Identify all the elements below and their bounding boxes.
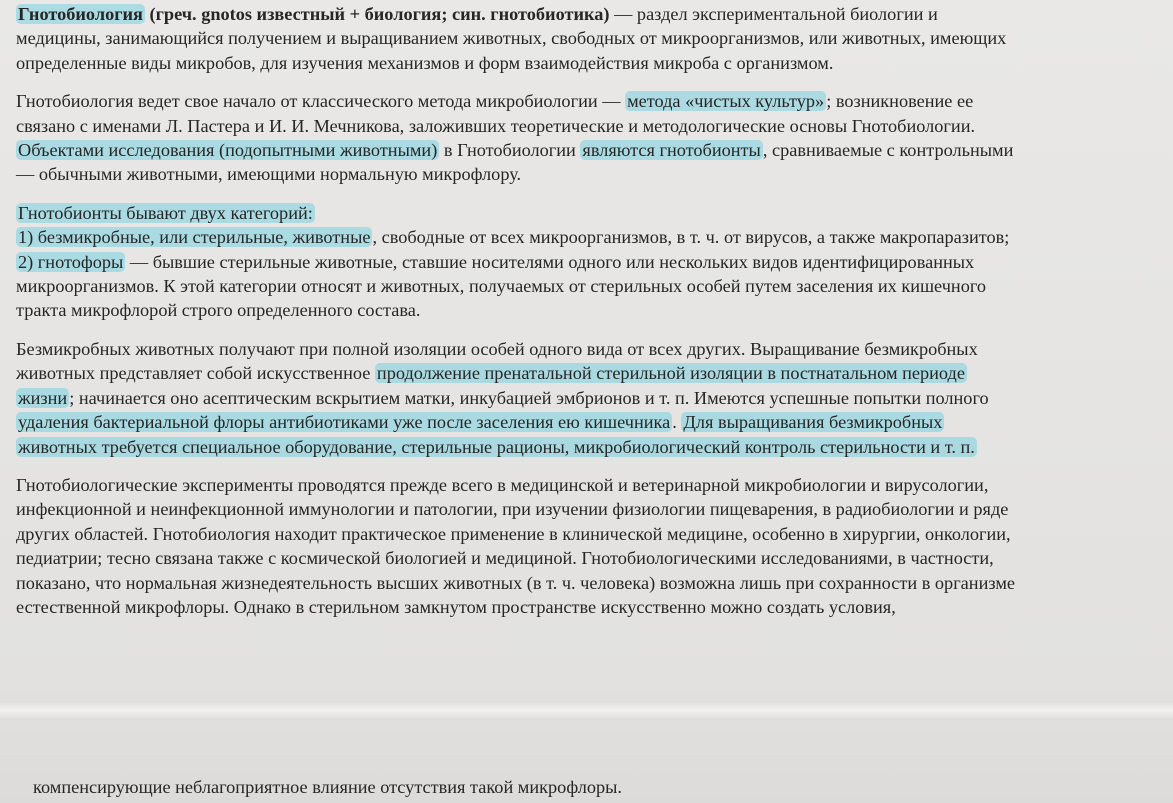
text-line	[16, 250, 1156, 274]
text-line: определенные виды микробов, для изучения механизмов и форм взаимодействия микроба с организмом.	[16, 52, 834, 73]
text-line: Безмикробных животных получают при полной изоляции особей одного вида от всех других. Выращивание безмикробных	[16, 338, 978, 359]
text-line: — обычными животными, имеющими нормальную микрофлору.	[16, 164, 522, 185]
text-line	[16, 89, 1156, 113]
text-line	[16, 386, 1156, 410]
text-fragment: животных представляет собой искусственное	[16, 363, 375, 384]
paragraph-history	[16, 89, 1156, 187]
text-fragment: — бывшие стерильные животные, ставшие носителями одного или нескольких видов идентифицированных	[125, 251, 975, 272]
text-line	[16, 201, 1156, 225]
highlight: метода «чистых культур»	[627, 91, 825, 112]
continued-text-line: компенсирующие неблагоприятное влияние отсутствия такой микрофлоры.	[33, 777, 622, 797]
paragraph-definition	[16, 2, 1156, 75]
paragraph-applications	[16, 473, 1156, 619]
text-fragment: Гнотобиология ведет свое начало от классического метода микробиологии —	[16, 91, 626, 112]
text-fragment: , сравниваемые с контрольными	[762, 140, 1014, 161]
paper-fold	[0, 702, 1173, 720]
highlight: жизни	[18, 387, 68, 408]
highlight: продолжение пренатальной стерильной изоляции в постнатальном периоде	[376, 363, 965, 384]
text-fragment: .	[672, 412, 682, 433]
text-line	[16, 225, 1156, 249]
text-line	[16, 410, 1156, 434]
term-highlight: Гнотобиология	[18, 4, 143, 24]
text-line: инфекционной и неинфекционной иммунологии и патологии, при изучении физиологии пищеварения, в радиобиологии и ряде	[16, 499, 1009, 520]
text-line: других областей. Гнотобиология находит практическое применение в клинической медицине, особенно в хирургии, онкологии,	[16, 523, 1011, 544]
text-line: связано с именами Л. Пастера и И. И. Мечникова, заложивших теоретические и методологические основы Гнотобиологии.	[16, 115, 976, 136]
text-fragment: ; возникновение ее	[826, 91, 974, 112]
text-line: микроорганизмов. К этой категории относят и животных, получаемых от стерильных особей путем заселения их кишечного	[16, 276, 987, 297]
text-line: медицины, занимающийся получением и выращиванием животных, свободных от микроорганизмов, или животных, имеющих	[16, 28, 1007, 49]
highlight: Гнотобионты бывают двух категорий:	[18, 202, 313, 223]
highlight: являются гнотобионты	[582, 140, 761, 161]
highlight: животных требуется специальное оборудование, стерильные рационы, микробиологический контроль стерильности и т. п.	[18, 436, 975, 457]
text-fragment: , свободные от всех микроорганизмов, в т. ч. от вирусов, а также макропаразитов;	[372, 227, 1010, 248]
highlight: 1) безмикробные, или стерильные, животные	[18, 227, 371, 248]
text-line: тракта микрофлорой строго определенного состава.	[16, 300, 421, 321]
highlight: Для выращивания безмикробных	[683, 412, 943, 433]
text-fragment: ; начинается оно асептическим вскрытием матки, инкубацией эмбрионов и т. п. Имеются успешные попытки полного	[69, 387, 989, 408]
text-line	[16, 2, 1156, 26]
text-line: показано, что нормальная жизнедеятельность высших животных (в т. ч. человека) возможна лишь при сохранности в организме	[16, 572, 1016, 593]
paragraph-categories	[16, 201, 1156, 323]
text-line: педиатрии; тесно связана также с космической биологией и медициной. Гнотобиологическими исследованиями, в частности,	[16, 548, 994, 569]
term-detail: (греч. gnotos известный + биология; син. гнотобиотика)	[144, 4, 610, 24]
paragraph-germfree	[16, 337, 1156, 459]
article-body	[16, 2, 1156, 633]
highlight: 2) гнотофоры	[18, 251, 124, 272]
text-line	[16, 361, 1156, 385]
text-line: естественной микрофлоры. Однако в стерильном замкнутом пространстве искусственно можно создать условия,	[16, 596, 896, 617]
highlight: Объектами исследования (подопытными животными)	[18, 140, 438, 161]
highlight: удаления бактериальной флоры антибиотиками уже после заселения ею кишечника	[18, 412, 671, 433]
text-fragment: в Гнотобиологии	[439, 140, 581, 161]
text-line	[16, 138, 1156, 162]
text-fragment: — раздел экспериментальной биологии и	[609, 4, 938, 24]
text-line	[16, 435, 1156, 459]
text-line: Гнотобиологические эксперименты проводятся прежде всего в медицинской и ветеринарной микробиологии и вирусологии,	[16, 474, 989, 495]
